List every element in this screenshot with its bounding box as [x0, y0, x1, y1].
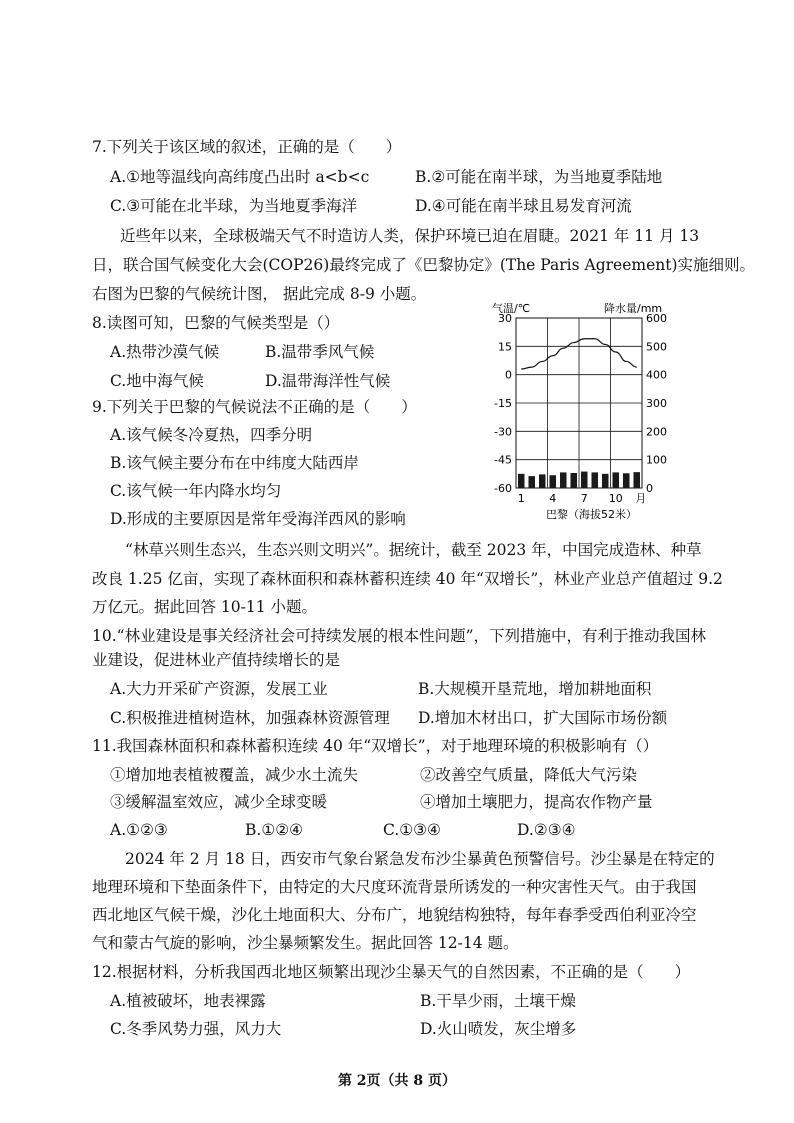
q12-option-a: A.植被破坏，地表裸露	[110, 992, 266, 1010]
precip-tick-label: 300	[646, 397, 667, 410]
q7-option-c: C.③可能在北半球，为当地夏季海洋	[110, 197, 358, 215]
month-tick-label: 1	[517, 492, 525, 505]
precip-axis-label: 降水量/mm	[604, 302, 663, 315]
intro-8-9-line-3: 右图为巴黎的气候统计图， 据此完成 8-9 小题。	[92, 285, 427, 303]
intro-12-14-line-4: 气和蒙古气旋的影响，沙尘暴频繁发生。据此回答 12-14 题。	[92, 934, 519, 952]
q12-option-d: D.火山喷发，灰尘增多	[420, 1020, 577, 1038]
precipitation-bar	[623, 473, 630, 488]
q10-option-d: D.增加木材出口，扩大国际市场份额	[418, 709, 668, 727]
page-footer: 第 2页（共 8 页）	[337, 1073, 457, 1089]
temp-tick-label: -30	[494, 425, 512, 439]
q11-option-d: D.②③④	[517, 821, 576, 839]
precip-tick-label: 200	[646, 425, 667, 439]
q11-option-c: C.①③④	[383, 821, 441, 839]
q7-option-b: B.②可能在南半球，为当地夏季陆地	[415, 168, 663, 186]
temp-axis-label: 气温/℃	[492, 302, 531, 315]
q8-option-c: C.地中海气候	[110, 372, 204, 390]
q12-option-b: B.干旱少雨，土壤干燥	[420, 992, 576, 1010]
precip-tick-label: 600	[646, 312, 667, 325]
q11-item-3: ③缓解温室效应，减少全球变暖	[110, 793, 328, 811]
month-tick-label: 10	[608, 492, 623, 505]
precipitation-bar	[560, 472, 567, 488]
q7-option-d: D.④可能在南半球且易发育河流	[415, 197, 632, 215]
precip-tick-label: 0	[646, 482, 653, 495]
month-tick-label: 4	[549, 492, 557, 505]
q8-option-b: B.温带季风气候	[265, 343, 375, 361]
precipitation-bar	[612, 472, 619, 488]
q8-stem: 8.读图可知，巴黎的气候类型是（）	[92, 314, 340, 332]
precipitation-bar	[633, 472, 640, 488]
precipitation-bar	[518, 474, 525, 488]
intro-12-14-line-1: 2024 年 2 月 18 日，西安市气象台紧急发布沙尘暴黄色预警信号。沙尘暴是在特定的	[125, 850, 715, 868]
q9-option-b: B.该气候主要分布在中纬度大陆西岸	[110, 454, 359, 472]
q9-option-a: A.该气候冬冷夏热，四季分明	[110, 426, 313, 444]
q10-stem-line-2: 业建设，促进林业产值持续增长的是	[92, 651, 341, 669]
q7-stem: 7.下列关于该区域的叙述，正确的是（ ）	[92, 138, 402, 156]
q12-stem: 12.根据材料，分析我国西北地区频繁出现沙尘暴天气的自然因素，不正确的是（ ）	[92, 963, 691, 981]
q7-option-a: A.①地等温线向高纬度凸出时 a<b<c	[110, 168, 370, 186]
temp-tick-label: -45	[494, 453, 512, 467]
intro-8-9-line-2: 日，联合国气候变化大会(COP26)最终完成了《巴黎协定》(The Paris Agreement)实施细则。	[92, 256, 756, 274]
q9-option-d: D.形成的主要原因是常年受海洋西风的影响	[110, 510, 406, 528]
temp-tick-label: -15	[494, 397, 512, 410]
chart-caption: 巴黎（海拔52米）	[546, 508, 637, 521]
q10-option-c: C.积极推进植树造林，加强森林资源管理	[110, 709, 390, 727]
q8-option-a: A.热带沙漠气候	[110, 343, 220, 361]
q11-option-b: B.①②④	[245, 821, 304, 839]
precipitation-bar	[602, 474, 609, 488]
temp-tick-label: 30	[498, 312, 512, 325]
intro-10-11-line-1: “林草兴则生态兴，生态兴则文明兴”。据统计，截至 2023 年，中国完成造林、种草	[125, 541, 702, 559]
precip-tick-label: 100	[646, 453, 667, 467]
intro-8-9-line-1: 近些年以来，全球极端天气不时造访人类，保护环境已迫在眉睫。2021 年 11 月 13	[120, 227, 700, 245]
q11-item-1: ①增加地表植被覆盖，减少水土流失	[110, 766, 359, 784]
intro-10-11-line-3: 万亿元。据此回答 10-11 小题。	[92, 598, 318, 616]
q11-stem: 11.我国森林面积和森林蓄积连续 40 年“双增长”，对于地理环境的积极影响有（）	[92, 737, 659, 755]
precipitation-bar	[528, 476, 535, 488]
precipitation-bar	[581, 472, 588, 488]
temp-tick-label: 15	[498, 340, 512, 354]
q9-option-c: C.该气候一年内降水均匀	[110, 482, 282, 500]
temp-tick-label: 0	[505, 368, 512, 382]
month-tick-label: 7	[580, 492, 588, 505]
temp-tick-label: -60	[494, 482, 512, 495]
precip-tick-label: 500	[646, 340, 667, 354]
q10-option-b: B.大规模开垦荒地，增加耕地面积	[418, 680, 652, 698]
q9-stem: 9.下列关于巴黎的气候说法不正确的是（ ）	[92, 398, 417, 416]
q11-item-4: ④增加土壤肥力，提高农作物产量	[420, 793, 653, 811]
q12-option-c: C.冬季风势力强，风力大	[110, 1020, 282, 1038]
precip-tick-label: 400	[646, 368, 667, 382]
q8-option-d: D.温带海洋性气候	[265, 372, 391, 390]
precipitation-bar	[539, 474, 546, 488]
precipitation-bar	[570, 473, 577, 488]
paris-climate-chart	[486, 300, 672, 522]
intro-12-14-line-2: 地理环境和下垫面条件下，由特定的大尺度环流背景所诱发的一种灾害性天气。由于我国	[92, 878, 697, 896]
precipitation-bar	[591, 472, 598, 488]
intro-12-14-line-3: 西北地区气候干燥，沙化土地面积大、分布广，地貌结构独特，每年春季受西伯利亚冷空	[92, 906, 697, 924]
q10-stem-line-1: 10.“林业建设是事关经济社会可持续发展的根本性问题”，下列措施中，有利于推动我国林	[92, 627, 707, 645]
q11-option-a: A.①②③	[110, 821, 168, 839]
q11-item-2: ②改善空气质量，降低大气污染	[420, 766, 638, 784]
q10-option-a: A.大力开采矿产资源，发展工业	[110, 680, 328, 698]
intro-10-11-line-2: 改良 1.25 亿亩，实现了森林面积和森林蓄积连续 40 年“双增长”，林业产业总产值超过 9.2	[92, 570, 723, 588]
precipitation-bar	[549, 475, 556, 488]
month-tick-label: 月	[635, 492, 647, 505]
